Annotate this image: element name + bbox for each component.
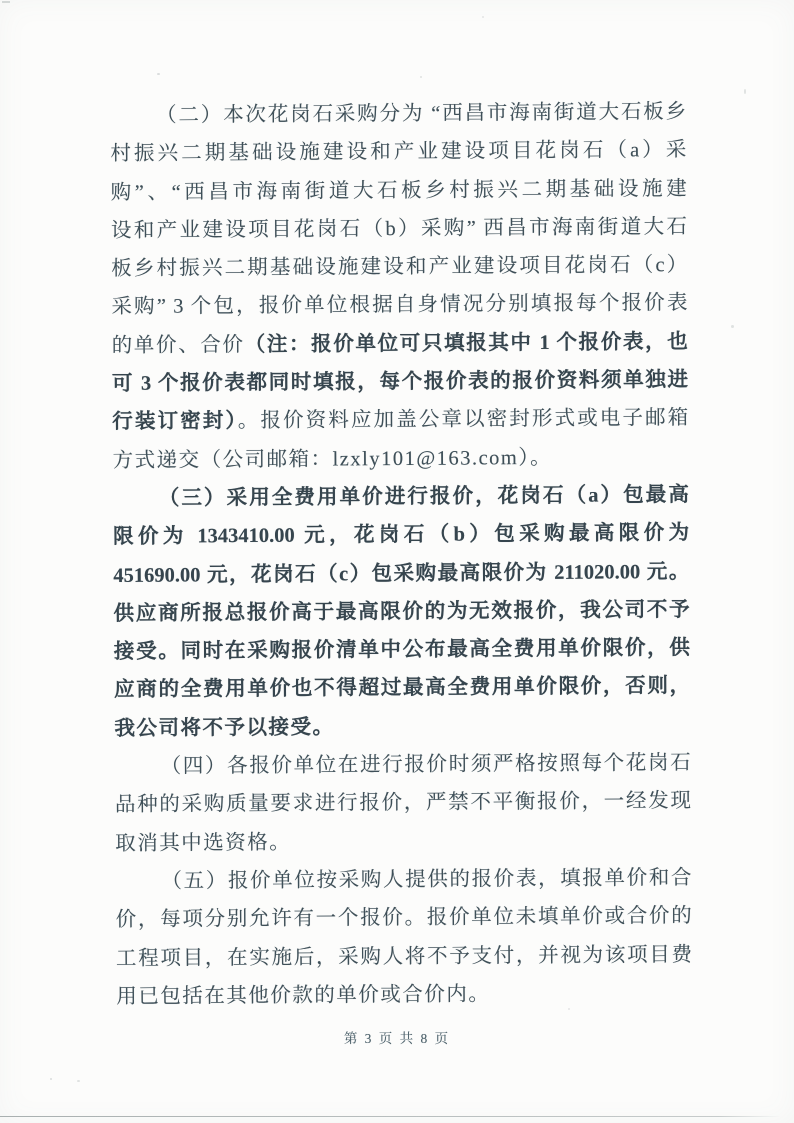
scan-speck — [157, 73, 160, 75]
bold-text-segment: 可 3 个报价表都同时填报，每个报价表的报价资料须单独进 — [111, 369, 689, 396]
text-line — [111, 170, 687, 212]
text-line — [115, 744, 691, 786]
text-segment: 采购” 3 个包，报价单位根据自身情况分别填报每个报价表 — [111, 292, 688, 319]
bold-text-segment: 451690.00 元，花岗石（c）包采购最高限价为 211020.00 元。 — [113, 560, 690, 587]
text-line — [116, 897, 692, 939]
scan-edge-line — [0, 1116, 781, 1117]
text-line — [115, 859, 691, 901]
text-segment: 板乡村振兴二期基础设施建设和产业建设项目花岗石（c） — [111, 254, 688, 281]
text-line — [113, 514, 689, 556]
text-segment: 用已包括在其他价款的单价或合价内。 — [116, 983, 491, 1008]
text-segment: （五）报价单位按采购人提供的报价表，填报单价和合 — [161, 866, 692, 893]
bold-text-segment: 供应商所报总报价高于最高限价的为无效报价，我公司不予 — [113, 598, 690, 625]
scan-speck — [420, 76, 422, 78]
text-line — [114, 629, 690, 671]
text-line — [114, 706, 690, 748]
text-segment: 工程项目，在实施后，采购人将不予支付，并视为该项目费 — [115, 943, 693, 970]
scan-speck — [50, 1078, 52, 1080]
text-line — [111, 208, 687, 250]
text-line — [111, 284, 687, 326]
bold-text-segment: 行装订密封） — [112, 410, 238, 434]
text-line — [113, 553, 689, 595]
text-line — [112, 323, 688, 365]
bold-text-segment: 接受。同时在采购报价清单中公布最高全费用单价限价，供 — [113, 637, 690, 664]
text-line — [116, 974, 692, 1016]
text-line — [114, 667, 690, 709]
text-line — [112, 399, 688, 441]
text-segment: 方式递交（公司邮箱：lzxly101@163.com）。 — [112, 446, 553, 472]
text-segment: 价，每项分别允许有一个报价。报价单位未填单价或合价的 — [115, 905, 692, 932]
text-segment: 购”、“西昌市海南街道大石板乡村振兴二期基础设施建 — [110, 177, 687, 204]
bold-text-segment: 应商的全费用单价也不得超过最高全费用单价限价，否则， — [114, 675, 691, 702]
text-line — [113, 591, 689, 633]
text-segment: （二）本次花岗石采购分为 “西昌市海南街道大石板乡 — [156, 100, 687, 127]
page-number-footer: 第 3 页 共 8 页 — [343, 1031, 451, 1046]
bold-text-segment: 我公司将不予以接受。 — [114, 716, 335, 740]
scan-speck — [482, 16, 484, 18]
text-line — [110, 93, 686, 135]
text-line — [112, 361, 688, 403]
text-line — [116, 935, 692, 977]
text-segment: （四）各报价单位在进行报价时须严格按照每个花岗石 — [160, 752, 691, 778]
scan-speck — [744, 89, 746, 94]
scan-speck — [731, 325, 734, 328]
text-line — [115, 821, 691, 863]
scan-speck — [2, 1, 10, 3]
text-line — [112, 438, 688, 480]
scan-speck — [568, 1008, 570, 1010]
bold-text-segment: （注：报价单位可只填报其中 1 个报价表，也 — [244, 330, 688, 356]
text-segment: 设和产业建设项目花岗石（b）采购” 西昌市海南街道大石 — [110, 215, 687, 242]
text-line — [111, 246, 687, 288]
text-segment: 的单价、合价 — [111, 333, 245, 357]
text-line — [113, 476, 689, 518]
text-segment: 村振兴二期基础设施建设和产业建设项目花岗石（a）采 — [110, 139, 687, 166]
bold-text-segment: （三）采用全费用单价进行报价，花岗石（a）包最高 — [158, 483, 689, 510]
document-body — [110, 93, 692, 1016]
bold-text-segment: 限价为 1343410.00 元，花岗石（b）包采购最高限价为 — [112, 522, 690, 549]
scan-speck — [77, 1080, 80, 1082]
text-line — [115, 782, 691, 824]
text-segment: 品种的采购质量要求进行报价，严禁不平衡报价，一经发现 — [114, 790, 692, 817]
text-line — [110, 131, 686, 173]
text-segment: 。报价资料应加盖公章以密封形式或电子邮箱 — [237, 407, 689, 433]
text-segment: 取消其中选资格。 — [115, 831, 292, 855]
